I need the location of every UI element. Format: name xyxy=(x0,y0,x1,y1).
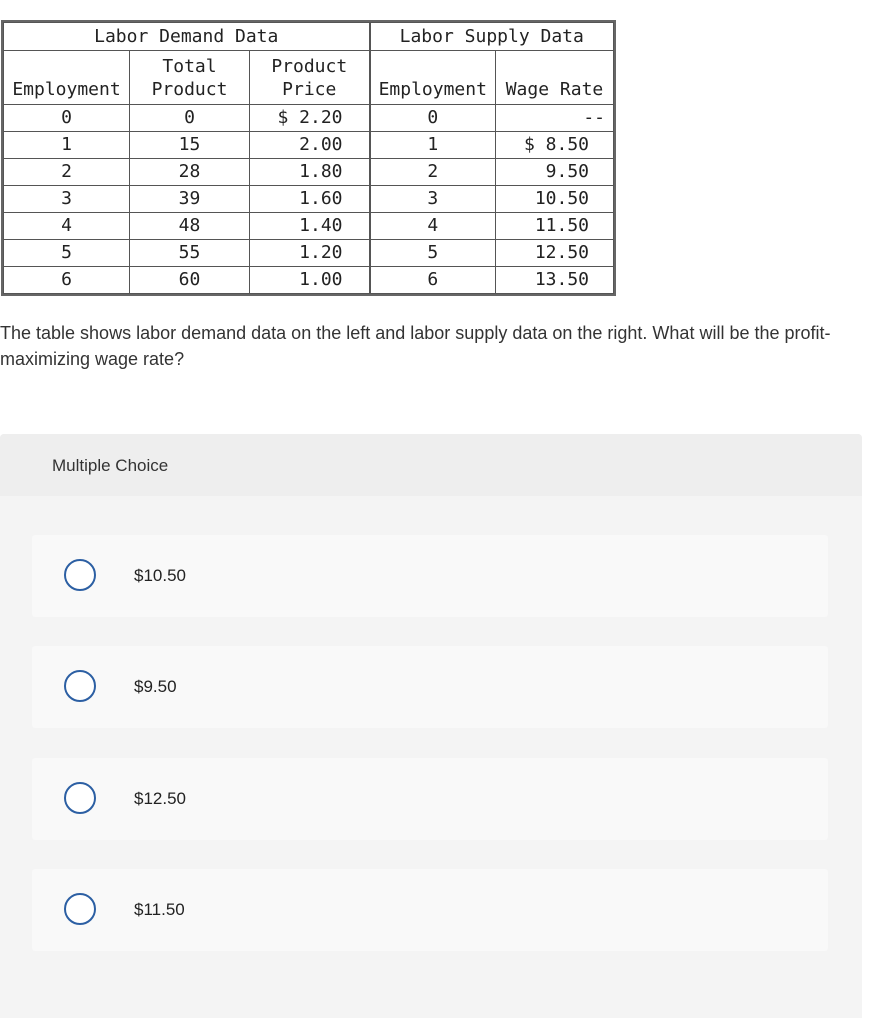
radio-button-icon[interactable] xyxy=(64,670,96,702)
choice-label: $11.50 xyxy=(134,900,185,919)
cell-product-price: 1.40 xyxy=(250,213,370,240)
table-row xyxy=(4,267,614,294)
cell-wage-rate: 10.50 xyxy=(496,186,614,213)
choice-label: $9.50 xyxy=(134,677,177,696)
multiple-choice-panel xyxy=(0,434,862,1018)
question-text: The table shows labor demand data on the left and labor supply data on the right. What will be the profit-maximizing wage rate? xyxy=(0,323,831,369)
table-row xyxy=(4,132,614,159)
cell-wage-rate: $ 8.50 xyxy=(496,132,614,159)
cell-total-product: 28 xyxy=(130,159,250,186)
col-header-employment: Employment xyxy=(4,51,130,105)
cell-total-product: 39 xyxy=(130,186,250,213)
cell-total-product: 48 xyxy=(130,213,250,240)
col-header-wage-rate: Wage Rate xyxy=(496,51,614,105)
cell-total-product: 60 xyxy=(130,267,250,294)
col-header-supply-employment: Employment xyxy=(370,51,496,105)
multiple-choice-title: Multiple Choice xyxy=(52,456,169,475)
table-body xyxy=(4,105,614,294)
cell-supply-employment: 6 xyxy=(370,267,496,294)
labor-table xyxy=(3,22,614,294)
cell-supply-employment: 5 xyxy=(370,240,496,267)
cell-product-price: 1.20 xyxy=(250,240,370,267)
cell-supply-employment: 0 xyxy=(370,105,496,132)
cell-wage-rate: 11.50 xyxy=(496,213,614,240)
cell-product-price: 1.80 xyxy=(250,159,370,186)
cell-wage-rate: 9.50 xyxy=(496,159,614,186)
table-row xyxy=(4,240,614,267)
table-row xyxy=(4,186,614,213)
cell-employment: 6 xyxy=(4,267,130,294)
choice-option[interactable] xyxy=(32,646,828,728)
choice-label: $10.50 xyxy=(134,566,186,585)
table-row xyxy=(4,213,614,240)
choice-label: $12.50 xyxy=(134,789,186,808)
choice-option[interactable] xyxy=(32,535,828,617)
cell-total-product: 15 xyxy=(130,132,250,159)
radio-button-icon[interactable] xyxy=(64,559,96,591)
cell-product-price: 1.00 xyxy=(250,267,370,294)
supply-title: Labor Supply Data xyxy=(370,23,614,51)
cell-employment: 5 xyxy=(4,240,130,267)
col-header-total-product: Total Product xyxy=(130,51,250,105)
cell-supply-employment: 3 xyxy=(370,186,496,213)
cell-supply-employment: 4 xyxy=(370,213,496,240)
cell-wage-rate: -- xyxy=(496,105,614,132)
labor-data-table xyxy=(1,20,616,296)
cell-employment: 2 xyxy=(4,159,130,186)
cell-employment: 4 xyxy=(4,213,130,240)
col-header-product-price: Product Price xyxy=(250,51,370,105)
table-row xyxy=(4,105,614,132)
radio-button-icon[interactable] xyxy=(64,782,96,814)
demand-title: Labor Demand Data xyxy=(4,23,370,51)
cell-total-product: 55 xyxy=(130,240,250,267)
table-row xyxy=(4,159,614,186)
cell-employment: 0 xyxy=(4,105,130,132)
cell-employment: 3 xyxy=(4,186,130,213)
cell-wage-rate: 13.50 xyxy=(496,267,614,294)
cell-product-price: 1.60 xyxy=(250,186,370,213)
cell-product-price: 2.00 xyxy=(250,132,370,159)
cell-wage-rate: 12.50 xyxy=(496,240,614,267)
cell-supply-employment: 2 xyxy=(370,159,496,186)
choices-list xyxy=(0,496,862,1018)
choice-option[interactable] xyxy=(32,758,828,840)
choice-option[interactable] xyxy=(32,869,828,951)
cell-product-price: $ 2.20 xyxy=(250,105,370,132)
cell-total-product: 0 xyxy=(130,105,250,132)
cell-employment: 1 xyxy=(4,132,130,159)
cell-supply-employment: 1 xyxy=(370,132,496,159)
radio-button-icon[interactable] xyxy=(64,893,96,925)
